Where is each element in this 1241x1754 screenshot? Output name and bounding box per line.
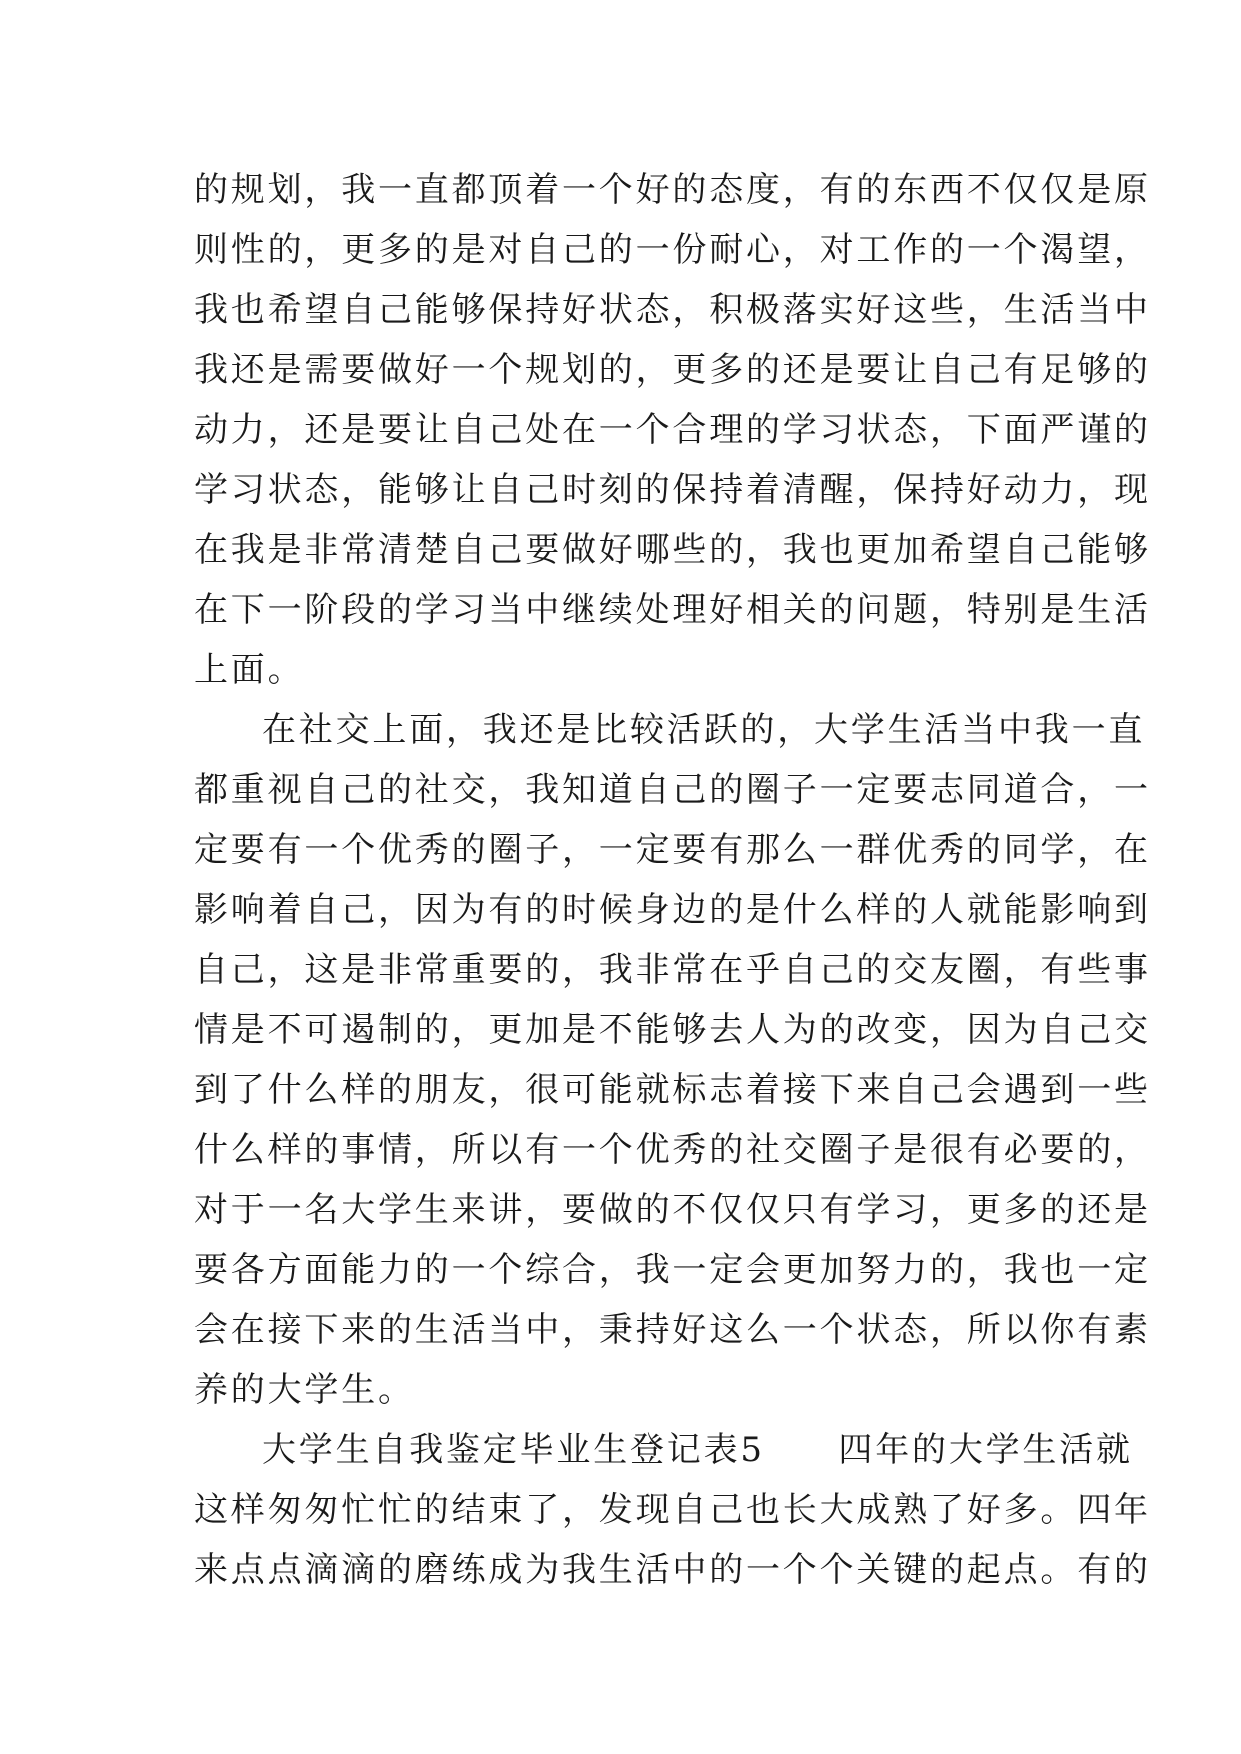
text-line: 要各方面能力的一个综合，我一定会更加努力的，我也一定 <box>194 1250 1151 1290</box>
text-line: 我还是需要做好一个规划的，更多的还是要让自己有足够的 <box>194 350 1151 390</box>
text-line: 上面。 <box>194 650 305 690</box>
text-line: 在下一阶段的学习当中继续处理好相关的问题，特别是生活 <box>194 590 1151 630</box>
text-line: 我也希望自己能够保持好状态，积极落实好这些，生活当中 <box>194 290 1151 330</box>
text-line: 学习状态，能够让自己时刻的保持着清醒，保持好动力，现 <box>194 470 1151 510</box>
text-line: 在我是非常清楚自己要做好哪些的，我也更加希望自己能够 <box>194 530 1151 570</box>
document-body <box>194 160 1151 1600</box>
text-line: 到了什么样的朋友，很可能就标志着接下来自己会遇到一些 <box>194 1070 1151 1110</box>
text-line: 什么样的事情，所以有一个优秀的社交圈子是很有必要的， <box>194 1130 1151 1170</box>
text-line: 动力，还是要让自己处在一个合理的学习状态，下面严谨的 <box>194 410 1151 450</box>
text-line: 情是不可遏制的，更加是不能够去人为的改变，因为自己交 <box>194 1010 1151 1050</box>
text-line: 这样匆匆忙忙的结束了，发现自己也长大成熟了好多。四年 <box>194 1490 1151 1530</box>
text-line: 则性的，更多的是对自己的一份耐心，对工作的一个渴望， <box>194 230 1151 270</box>
text-line: 定要有一个优秀的圈子，一定要有那么一群优秀的同学，在 <box>194 830 1151 870</box>
text-line: 都重视自己的社交，我知道自己的圈子一定要志同道合，一 <box>194 770 1151 810</box>
text-line: 影响着自己，因为有的时候身边的是什么样的人就能影响到 <box>194 890 1151 930</box>
paragraph-social <box>194 700 1151 1420</box>
paragraph-continuation <box>194 160 1151 700</box>
text-line: 来点点滴滴的磨练成为我生活中的一个个关键的起点。有的 <box>194 1550 1151 1590</box>
text-line: 自己，这是非常重要的，我非常在乎自己的交友圈，有些事 <box>194 950 1151 990</box>
text-line: 大学生自我鉴定毕业生登记表5 四年的大学生活就 <box>262 1430 1133 1470</box>
text-line: 养的大学生。 <box>194 1370 415 1410</box>
text-line: 的规划，我一直都顶着一个好的态度，有的东西不仅仅是原 <box>194 170 1151 210</box>
text-line: 会在接下来的生活当中，秉持好这么一个状态，所以你有素 <box>194 1310 1151 1350</box>
text-line: 对于一名大学生来讲，要做的不仅仅只有学习，更多的还是 <box>194 1190 1151 1230</box>
paragraph-section-5 <box>194 1420 1151 1600</box>
text-line: 在社交上面，我还是比较活跃的，大学生活当中我一直 <box>262 710 1146 750</box>
